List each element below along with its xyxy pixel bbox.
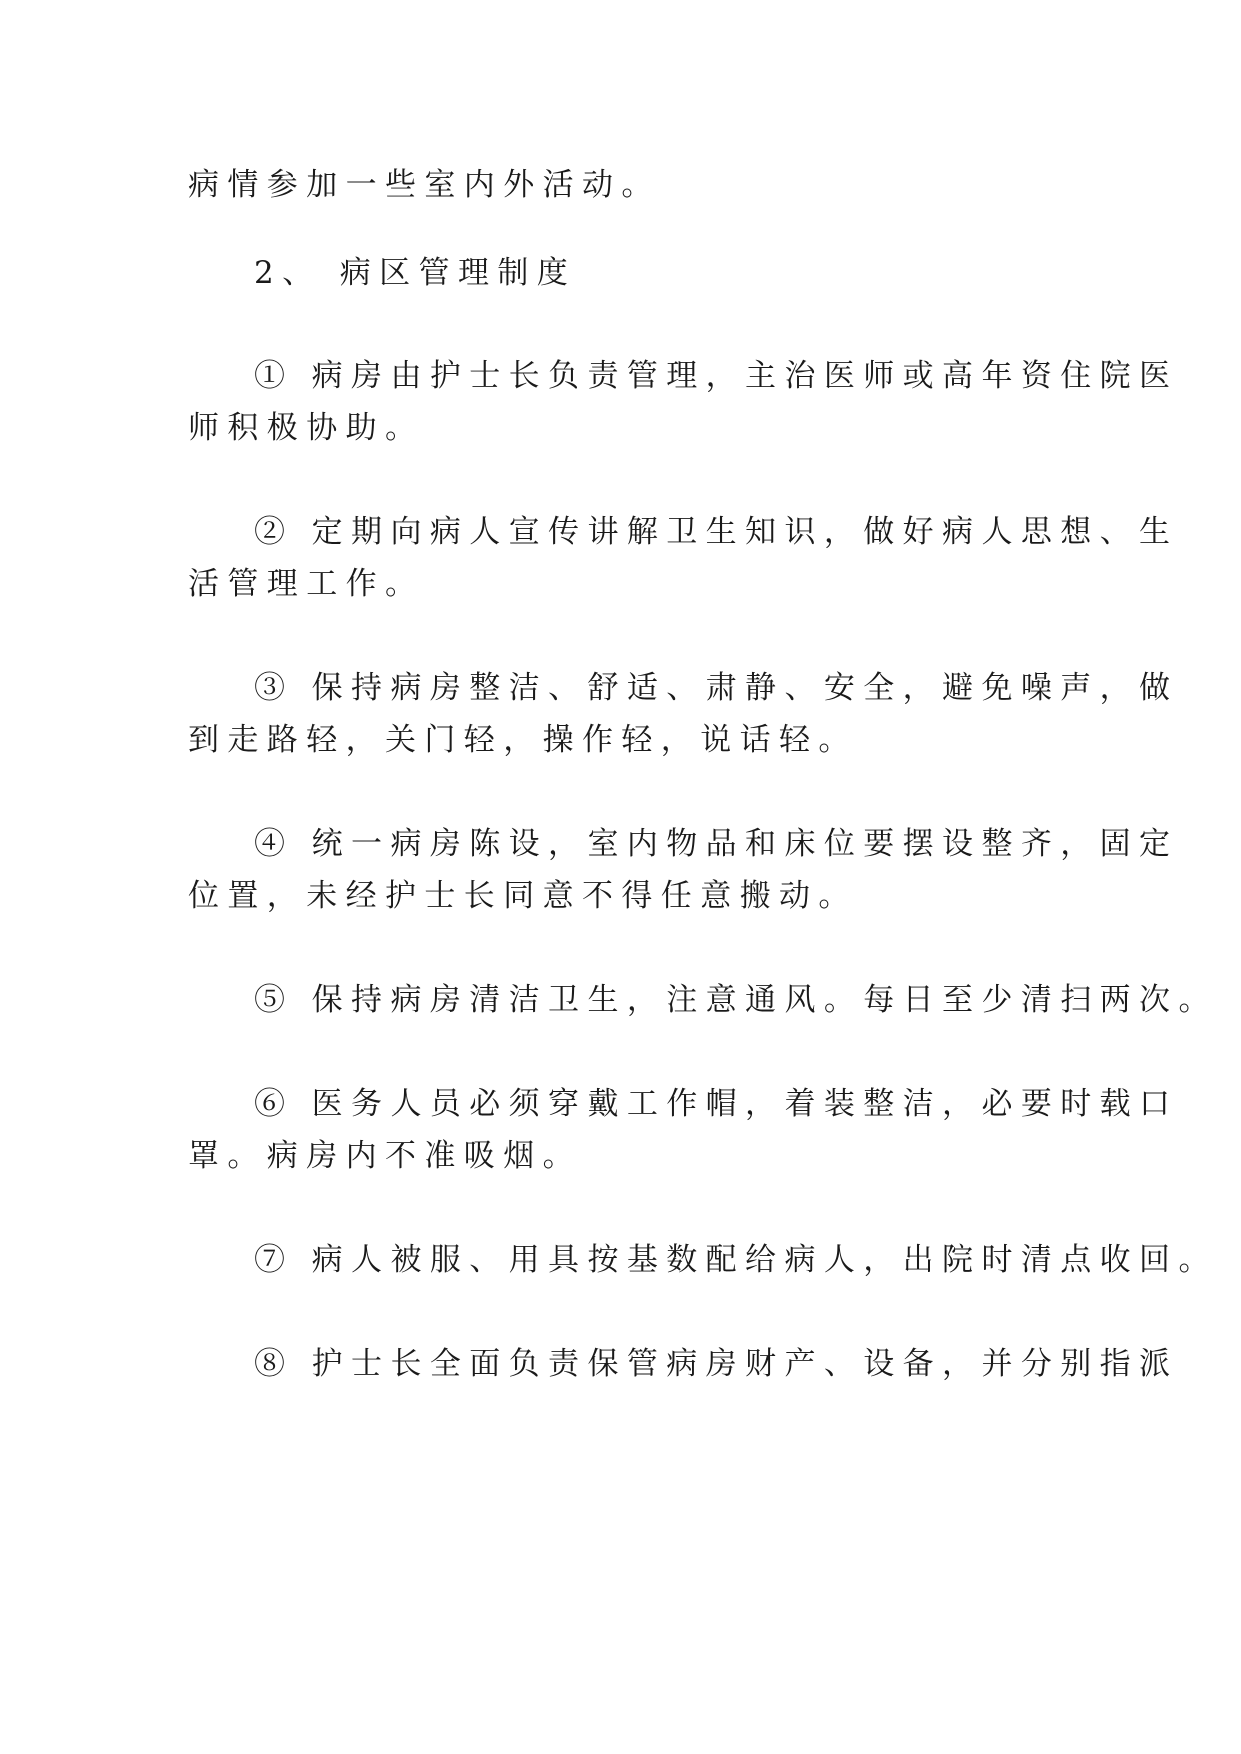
list-item-6-line-2: 罩。病房内不准吸烟。 <box>188 1138 582 1174</box>
list-item-6-line-1: ⑥ 医务人员必须穿戴工作帽，着装整洁，必要时载口 <box>254 1086 1179 1122</box>
list-item-3-line-2: 到走路轻，关门轻，操作轻，说话轻。 <box>188 722 858 758</box>
list-item-7-line-1: ⑦ 病人被服、用具按基数配给病人，出院时清点收回。 <box>254 1242 1218 1278</box>
list-item-1-line-2: 师积极协助。 <box>188 410 425 446</box>
list-item-8-line-1: ⑧ 护士长全面负责保管病房财产、设备，并分别指派 <box>254 1346 1179 1382</box>
list-item-2-line-2: 活管理工作。 <box>188 566 425 602</box>
list-item-4-line-1: ④ 统一病房陈设，室内物品和床位要摆设整齐，固定 <box>254 826 1179 862</box>
section-heading: 2、 病区管理制度 <box>254 255 577 291</box>
list-item-2-line-1: ② 定期向病人宣传讲解卫生知识，做好病人思想、生 <box>254 514 1179 550</box>
list-item-5-line-1: ⑤ 保持病房清洁卫生，注意通风。每日至少清扫两次。 <box>254 982 1218 1018</box>
list-item-3-line-1: ③ 保持病房整洁、舒适、肃静、安全，避免噪声，做 <box>254 670 1179 706</box>
text-line: 病情参加一些室内外活动。 <box>188 167 661 203</box>
list-item-4-line-2: 位置，未经护士长同意不得任意搬动。 <box>188 878 858 914</box>
list-item-1-line-1: ① 病房由护士长负责管理，主治医师或高年资住院医 <box>254 358 1179 394</box>
